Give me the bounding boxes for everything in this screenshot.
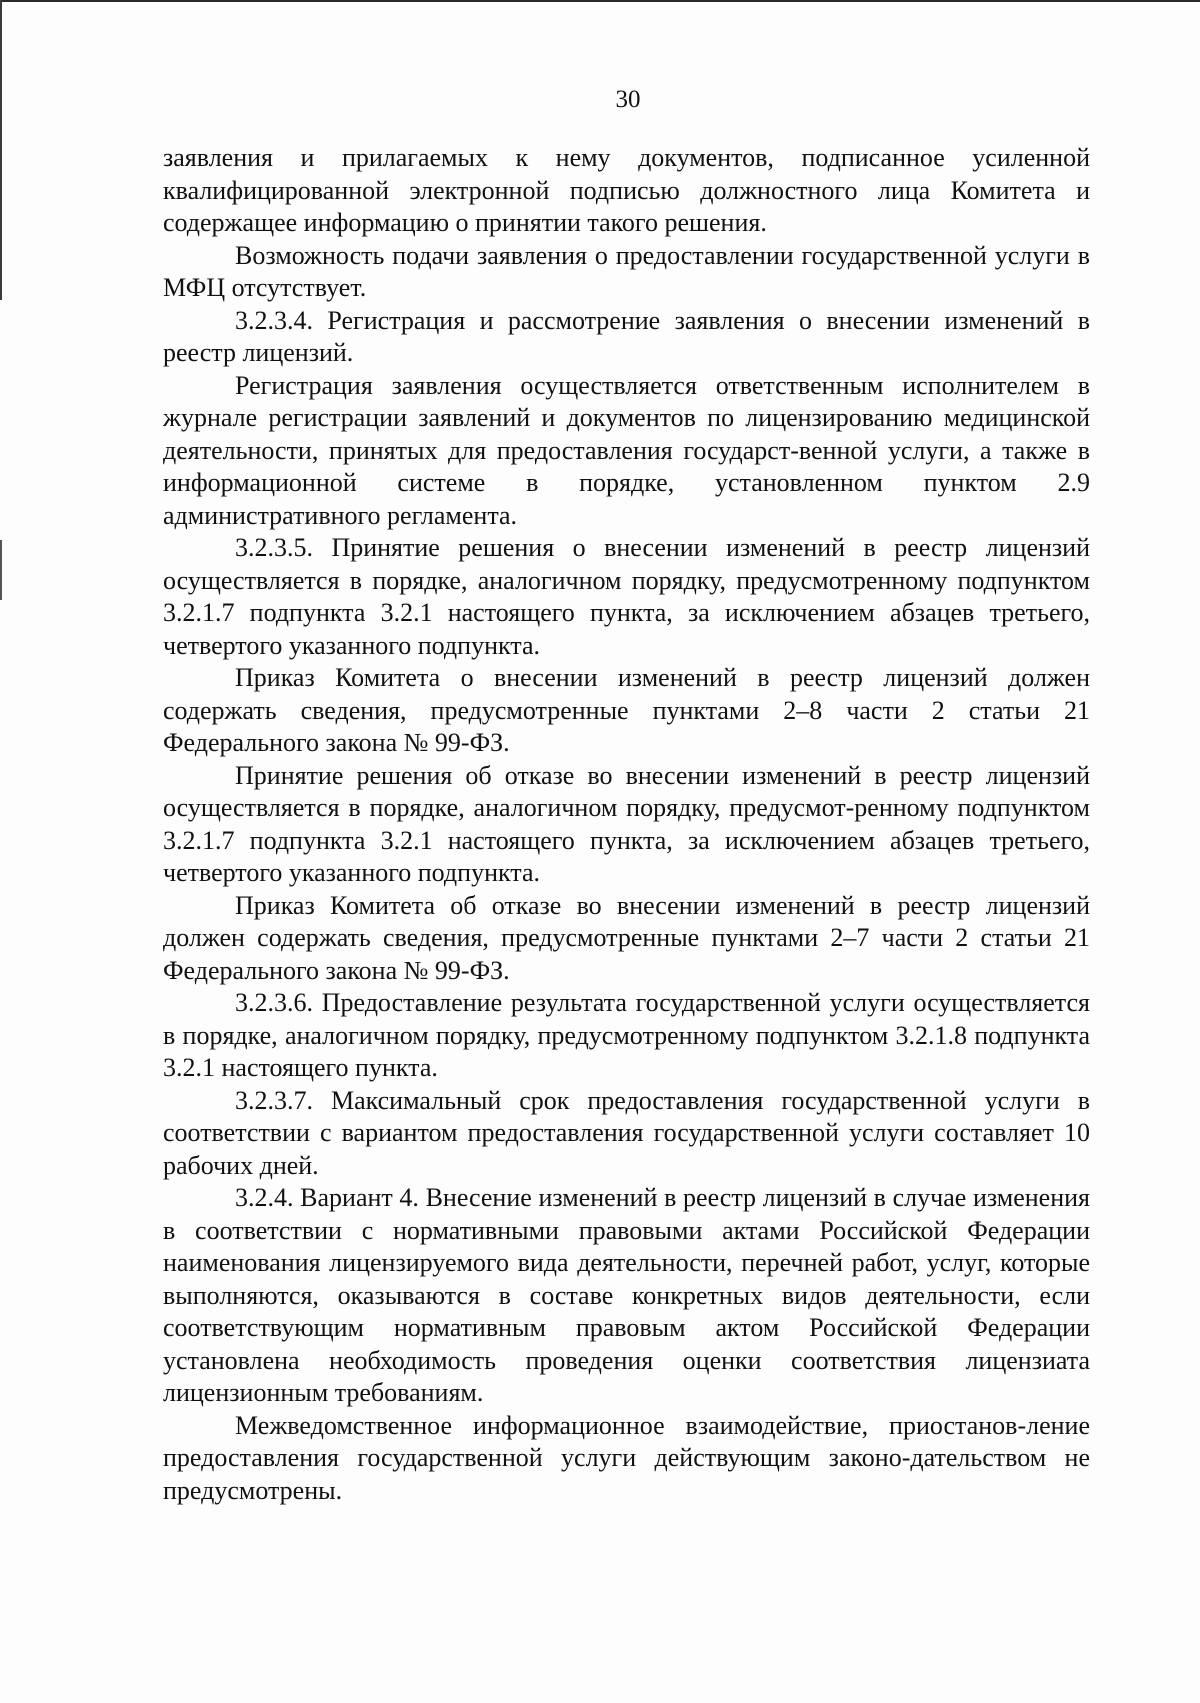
paragraph-3-2-3-5: 3.2.3.5. Принятие решения о внесении изменений в реестр лицензий осуществляется в порядке, аналогичном порядку, предусмотренному подпунктом 3.2.1.7 подпункта 3.2.1 настоящего пункта, за исключением абзацев третьего, четвертого указанного подпункта. xyxy=(163,533,1090,660)
page-number: 30 xyxy=(615,86,641,113)
paragraph-order-changes: Приказ Комитета о внесении изменений в реестр лицензий должен содержать сведения, предусмотренные пунктами 2–8 части 2 статьи 21 Федерального закона № 99-ФЗ. xyxy=(163,663,1090,757)
scan-edge-left xyxy=(0,0,2,300)
scan-edge-top xyxy=(0,0,1200,2)
paragraph-mfc: Возможность подачи заявления о предоставлении государственной услуги в МФЦ отсутствует. xyxy=(163,240,1090,302)
paragraph-3-2-4: 3.2.4. Вариант 4. Внесение изменений в реестр лицензий в случае изменения в соответствии с нормативными правовыми актами Российской Федерации наименования лицензируемого вида деятельности, перечней работ, услуг, которые выполняются, оказываются в составе конкретных видов деятельности, если соответствующим нормативным правовым актом Российской Федерации установлена необходимость проведения оценки соответствия лицензиата лицензионным требованиям. xyxy=(163,1183,1090,1407)
paragraph-3-2-3-4: 3.2.3.4. Регистрация и рассмотрение заявления о внесении изменений в реестр лицензий. xyxy=(163,305,1090,367)
paragraph-interagency: Межведомственное информационное взаимодействие, приостанов-ление предоставления государственной услуги действующим законо-дательством не предусмотрены. xyxy=(163,1410,1090,1505)
document-body xyxy=(163,142,1090,1507)
paragraph-continuation: заявления и прилагаемых к нему документов, подписанное усиленной квалифицированной электронной подписью должностного лица Комитета и содержащее информацию о принятии такого решения. xyxy=(163,143,1090,237)
paragraph-refusal-decision: Принятие решения об отказе во внесении изменений в реестр лицензий осуществляется в порядке, аналогичном порядку, предусмот-ренному подпунктом 3.2.1.7 подпункта 3.2.1 настоящего пункта, за исключением абзацев третьего, четвертого указанного подпункта. xyxy=(163,760,1090,887)
paragraph-3-2-3-7: 3.2.3.7. Максимальный срок предоставления государственной услуги в соответствии с вариантом предоставления государственной услуги составляет 10 рабочих дней. xyxy=(163,1085,1090,1180)
paragraph-registration: Регистрация заявления осуществляется ответственным исполнителем в журнале регистрации заявлений и документов по лицензированию медицинской деятельности, принятых для предоставления государст-венной услуги, а также в информационной системе в порядке, установленном пунктом 2.9 административного регламента. xyxy=(163,370,1090,530)
paragraph-3-2-3-6: 3.2.3.6. Предоставление результата государственной услуги осуществляется в порядке, аналогичном порядку, предусмотренному подпунктом 3.2.1.8 подпункта 3.2.1 настоящего пункта. xyxy=(163,988,1090,1082)
paragraph-order-refusal: Приказ Комитета об отказе во внесении изменений в реестр лицензий должен содержать сведения, предусмотренные пунктами 2–7 части 2 статьи 21 Федерального закона № 99-ФЗ. xyxy=(163,890,1090,985)
scan-edge-mark xyxy=(0,540,2,600)
